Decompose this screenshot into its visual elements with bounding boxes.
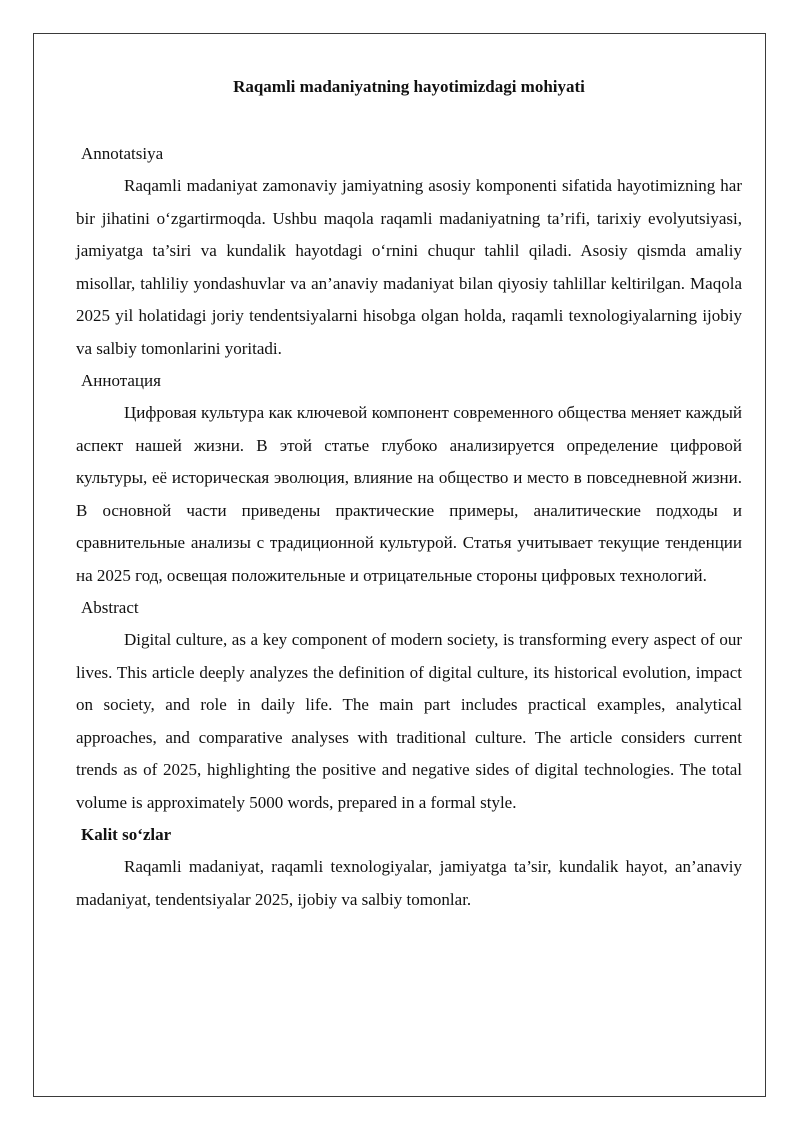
annotaciya-ru-heading: Аннотация <box>81 371 161 390</box>
abstract-paragraph: Digital culture, as a key component of modern society, is transforming every aspect of our lives. This article deeply analyzes the definition of digital culture, its historical evolution, impact on society, and role in daily life. The main part includes practical examples, analytical approaches, and comparative analyses with traditional culture. The article considers current trends as of 2025, highlighting the positive and negative sides of digital technologies. The total volume is approximately 5000 words, prepared in a formal style. <box>76 630 742 812</box>
keywords-heading: Kalit so‘zlar <box>81 825 172 844</box>
abstract-heading: Abstract <box>81 598 139 617</box>
keywords-paragraph: Raqamli madaniyat, raqamli texnologiyalar, jamiyatga ta’sir, kundalik hayot, an’anaviy madaniyat, tendentsiyalar 2025, ijobiy va salbiy tomonlar. <box>76 857 742 909</box>
document-body <box>76 68 742 916</box>
annotatsiya-paragraph: Raqamli madaniyat zamonaviy jamiyatning asosiy komponenti sifatida hayotimizning har bir jihatini o‘zgartirmoqda. Ushbu maqola raqamli madaniyatning ta’rifi, tarixiy evolyutsiyasi, jamiyatga ta’siri va kundalik hayotdagi o‘rnini chuqur tahlil qiladi. Asosiy qismda amaliy misollar, tahliliy yondashuvlar va an’anaviy madaniyat bilan qiyosiy tahlillar keltirilgan. Maqola 2025 yil holatidagi joriy tendentsiyalarni hisobga olgan holda, raqamli texnologiyalarning ijobiy va salbiy tomonlarini yoritadi. <box>76 176 742 358</box>
document-title: Raqamli madaniyatning hayotimizdagi mohiyati <box>233 77 585 96</box>
annotaciya-ru-paragraph: Цифровая культура как ключевой компонент современного общества меняет каждый аспект нашей жизни. В этой статье глубоко анализируется определение цифровой культуры, её историческая эволюция, влияние на общество и место в повседневной жизни. В основной части приведены практические примеры, аналитические подходы и сравнительные анализы с традиционной культурой. Статья учитывает текущие тенденции на 2025 год, освещая положительные и отрицательные стороны цифровых технологий. <box>76 403 742 585</box>
annotatsiya-heading: Annotatsiya <box>81 144 164 163</box>
